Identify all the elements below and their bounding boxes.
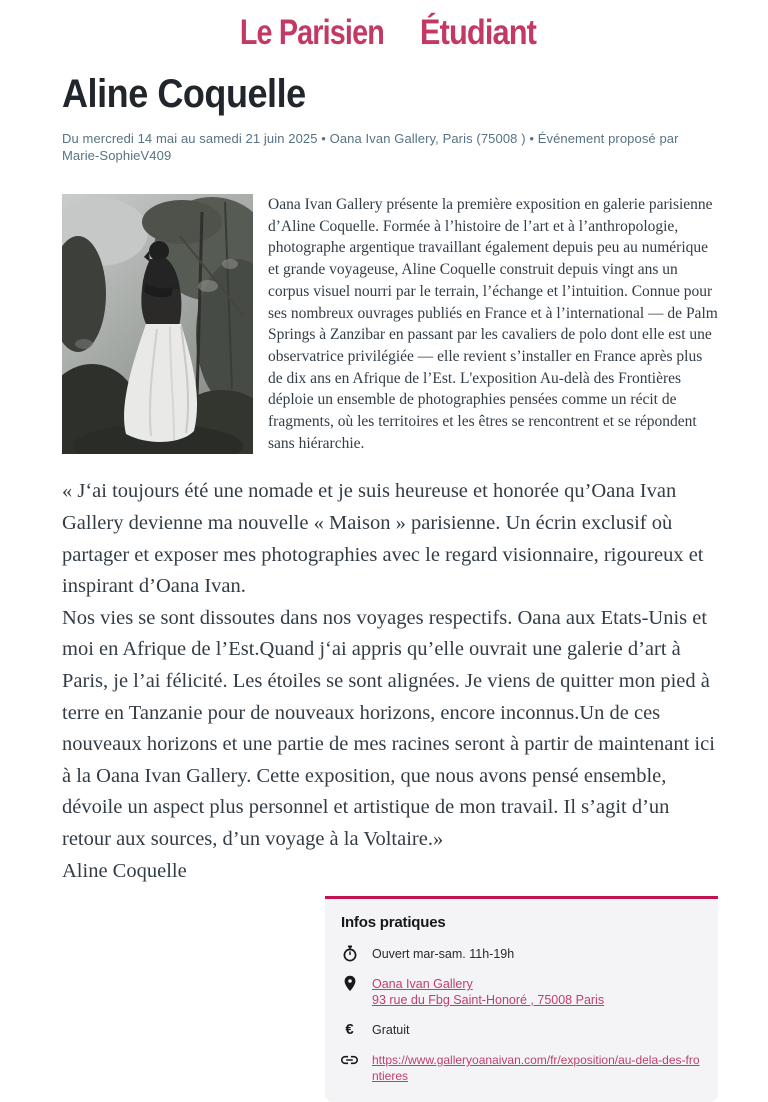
artist-quote: [62, 476, 718, 887]
quote-signature: Aline Coquelle: [62, 859, 187, 882]
exhibition-photo: [62, 194, 253, 454]
website-row: [341, 1051, 702, 1084]
euro-icon: €: [345, 1021, 354, 1038]
logo-le-parisien: Le Parisien: [240, 13, 385, 52]
map-pin-icon: [341, 975, 358, 992]
event-url-link[interactable]: https://www.galleryoanaivan.com/fr/exposition/au-dela-des-frontieres: [372, 1053, 700, 1083]
venue-links: [372, 975, 604, 1008]
lead-paragraph: Oana Ivan Gallery présente la première exposition en galerie parisienne d’Aline Coquelle. Formée à l’histoire de l’art et à l’anthropologie, photographe argentique travaillant également depuis peu au numérique et grande voyageuse, Aline Coquelle construit depuis vingt ans un corpus visuel nourri par le terrain, l’échange et l’intuition. Connue pour ses nombreux ouvrages publiés en France et à l’international — de Palm Springs à Zanzibar en passant par les cavaliers de polo dont elle est une observatrice privilégiée — elle revient s’installer en France après plus de dix ans en Afrique de l’Est. L'exposition Au-delà des Frontières déploie un ensemble de photographies pensées comme un récit de fragments, où les territoires et les êtres se rencontrent et se répondent sans hiérarchie.: [268, 196, 718, 452]
infos-title: Infos pratiques: [341, 914, 446, 931]
clock-icon: [341, 945, 358, 962]
quote-paragraph-2: Nos vies se sont dissoutes dans nos voyages respectifs. Oana aux Etats-Unis et moi en Afrique de l’Est.Quand j‘ai appris qu’elle ouvrait une galerie d’art à Paris, je l’ai félicité. Les étoiles se sont alignées. Je viens de quitter mon pied à terre en Tanzanie pour de nouveaux horizons, encore inconnus.Un de ces nouveaux horizons et une partie de mes racines seront à partir de maintenant ici à la Oana Ivan Gallery. Cette exposition, que nous avons pensé ensemble, dévoile un aspect plus personnel et artistique de mon travail. Il s’agit d’un retour aux sources, d’un voyage à la Voltaire.»: [62, 606, 715, 850]
hours-row: [341, 945, 702, 962]
lead-section: [62, 194, 718, 454]
link-icon: [341, 1051, 358, 1068]
infos-pratiques-box: [325, 896, 718, 1102]
price-row: [341, 1021, 702, 1038]
price-label: Gratuit: [372, 1023, 410, 1037]
page-title: Aline Coquelle: [62, 72, 306, 116]
venue-name-link[interactable]: Oana Ivan Gallery: [372, 977, 473, 991]
exhibition-photo-image: [62, 194, 253, 454]
quote-paragraph-1: « J‘ai toujours été une nomade et je suis heureuse et honorée qu’Oana Ivan Gallery devienne ma nouvelle « Maison » parisienne. Un écrin exclusif où partager et exposer mes photographies avec le regard visionnaire, rigoureux et inspirant d’Oana Ivan.: [62, 480, 704, 598]
logo-etudiant: Étudiant: [419, 13, 536, 52]
site-logo[interactable]: [0, 0, 768, 54]
event-meta: Du mercredi 14 mai au samedi 21 juin 2025 • Oana Ivan Gallery, Paris (75008 ) • Événement proposé par Marie-SophieV409: [62, 131, 679, 163]
venue-address-link[interactable]: 93 rue du Fbg Saint-Honoré , 75008 Paris: [372, 993, 605, 1007]
venue-row: [341, 975, 702, 1008]
opening-hours: Ouvert mar-sam. 11h-19h: [372, 947, 515, 961]
